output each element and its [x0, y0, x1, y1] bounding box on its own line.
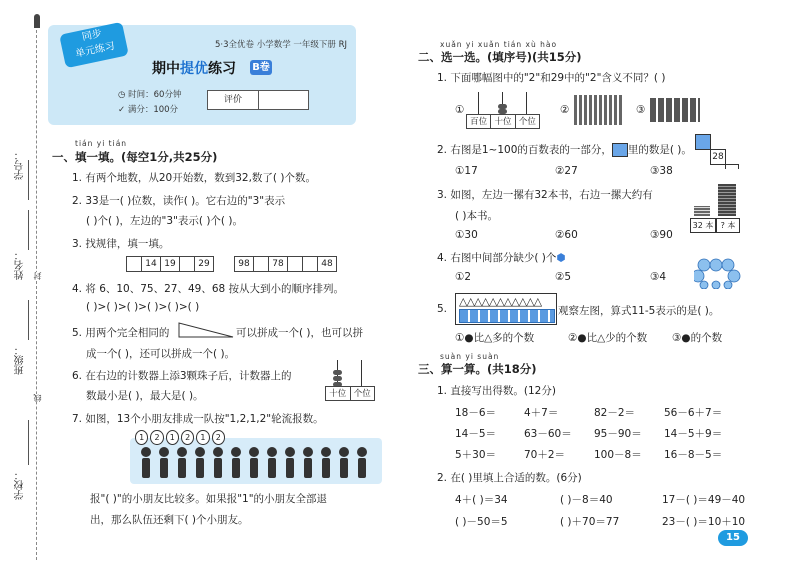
q5-text-a2: 可以拼成一个( )，也可以拼	[236, 327, 364, 339]
children-row-icon	[138, 446, 378, 482]
c4-text-a: 4. 右图中间部分缺少( )个	[437, 252, 557, 264]
score-info	[118, 103, 178, 115]
rocket-icon	[34, 14, 40, 28]
cut-line	[36, 20, 37, 560]
seq1-cell: 14	[141, 256, 161, 272]
tag-line-2: 单元练习	[74, 40, 116, 60]
d1-cell: 56－6＋7＝	[664, 407, 723, 419]
stack-label-right: ? 本	[716, 218, 740, 233]
tag-line-1: 同步	[81, 28, 103, 44]
school-line	[28, 420, 29, 465]
d1-cell: 63－60＝	[524, 428, 572, 440]
seq1-cell	[126, 256, 142, 272]
count-bubble: 1	[135, 430, 148, 445]
q7-text-b: 报"( )"的小朋友比较多。如果报"1"的小朋友全部退	[90, 493, 328, 505]
class-line	[28, 300, 29, 340]
student-id-line	[28, 160, 29, 200]
q6-text-b: 数最小是( )，最大是( )。	[86, 390, 204, 402]
tall-stack-icon	[718, 184, 736, 216]
d1-cell: 18－6＝	[455, 407, 497, 419]
chart-cell	[725, 164, 739, 169]
d2-cell: 4＋( )＝34	[455, 494, 508, 506]
d1-cell: 100－8＝	[594, 449, 642, 461]
count-bubble: 2	[181, 430, 194, 445]
c5-number: 5.	[437, 303, 448, 315]
section2-pinyin: xuǎn yi xuǎn tián xù hào	[440, 40, 558, 49]
q4-text-b: ( )>( )>( )>( )>( )>( )	[86, 301, 200, 313]
triangle-row-icon: △△△△△△△△△△△	[459, 295, 542, 308]
d2-cell: ( )＋70＝77	[560, 516, 620, 528]
q6-text-a: 6. 在右边的计数器上添3颗珠子后，计数器上的	[72, 370, 292, 382]
short-stack-icon	[694, 206, 710, 216]
seq2-cell: 98	[234, 256, 254, 272]
cubes-icon	[650, 98, 700, 122]
page-title	[152, 58, 236, 78]
chart-cell-28: 28	[710, 149, 726, 165]
c2-option-2: ②27	[555, 165, 578, 177]
chart-cell	[695, 134, 711, 150]
section1-pinyin: tián yi tián	[75, 139, 128, 148]
c5-option-2: ②●比△少的个数	[568, 332, 648, 344]
c1-option-1: ①	[455, 104, 465, 116]
d1-cell: 95－90＝	[594, 428, 642, 440]
bundle-sticks-icon	[574, 95, 622, 125]
count-bubble: 2	[150, 430, 163, 445]
evaluation-box	[207, 90, 309, 110]
q2-text-b: ( )个( )，左边的"3"表示( )个( )。	[86, 215, 243, 227]
score-text: 满分：100分	[127, 105, 179, 115]
c4-option-2: ②5	[555, 271, 572, 283]
bead	[333, 370, 342, 375]
seq2-cell	[253, 256, 269, 272]
hundred-chart-part	[695, 134, 740, 168]
d1-cell: 82－2＝	[594, 407, 636, 419]
count-bubble: 1	[166, 430, 179, 445]
name-line	[28, 210, 29, 250]
section2-title: 二、选一选。(填序号)(共15分)	[418, 50, 582, 64]
c4-option-1: ①2	[455, 271, 472, 283]
q4-text-a: 4. 将 6、10、75、27、49、68 按从大到小的顺序排列。	[72, 283, 345, 295]
c4-option-3: ③4	[650, 271, 667, 283]
d2-cell: ( )－8＝40	[560, 494, 613, 506]
ones-label: 个位	[353, 389, 371, 399]
q7-text-c: 出，那么队伍还剩下( )个小朋友。	[90, 514, 249, 526]
d1-cell: 16－8－5＝	[664, 449, 723, 461]
d1-cell: 14－5＋9＝	[664, 428, 723, 440]
title-part-b: 提优	[180, 61, 208, 77]
c1-place-labels	[466, 114, 540, 129]
c2-option-1: ①17	[455, 165, 478, 177]
clock-icon: ◷	[118, 90, 129, 100]
bead	[333, 376, 342, 381]
school-label: 学校：	[15, 470, 26, 500]
c2-text-b: 里的数是( )。	[627, 144, 692, 156]
series-info: 5·3全优卷 小学数学 一年级下册 RJ	[215, 40, 348, 50]
seq1-cell: 19	[160, 256, 180, 272]
c3-text-b: ( )本书。	[455, 210, 499, 222]
c1-abacus	[466, 92, 538, 128]
binding-strip	[0, 0, 50, 565]
evaluation-label: 评价	[208, 91, 259, 109]
rod	[478, 92, 479, 114]
count-bubbles	[135, 430, 225, 444]
seal-mark: 封	[33, 272, 42, 280]
circle-row-icon	[459, 309, 555, 323]
book-stacks	[690, 184, 740, 232]
hexagon-ring-figure	[694, 255, 746, 289]
student-id-label: 学号：	[15, 150, 26, 180]
d2-cell: ( )－50＝5	[455, 516, 508, 528]
c5-option-3: ③●的个数	[672, 332, 723, 344]
c5-option-1: ①●比△多的个数	[455, 332, 535, 344]
c3-option-2: ②60	[555, 229, 578, 241]
c5-figure	[455, 293, 557, 325]
d1-cell: 14－5＝	[455, 428, 497, 440]
abacus-labels	[325, 386, 375, 401]
time-info	[118, 88, 181, 100]
blue-square-icon	[612, 143, 628, 157]
check-icon: ✓	[118, 105, 128, 115]
c2-option-3: ③38	[650, 165, 673, 177]
name-label: 姓名：	[15, 250, 26, 280]
ones-rod	[361, 360, 362, 386]
version-badge: B卷	[250, 60, 272, 75]
seq2-cell	[302, 256, 318, 272]
stack-label-left: 32 本	[690, 218, 716, 233]
q5-text-b: 成一个( )，还可以拼成一个( )。	[86, 348, 236, 360]
d1-cell: 5＋30＝	[455, 449, 497, 461]
seq1-cell: 29	[194, 256, 214, 272]
c1-option-2: ②	[560, 104, 570, 116]
ones-label: 个位	[518, 117, 536, 127]
seq2-cell	[287, 256, 303, 272]
section3-pinyin: suàn yi suàn	[440, 352, 500, 361]
q1-text: 1. 有两个地数，从20开始数，数到32,数了( )个数。	[72, 172, 316, 184]
page-number: 15	[718, 530, 748, 546]
section3-title: 三、算一算。(共18分)	[418, 362, 537, 376]
triangle-shape-icon	[178, 322, 234, 338]
c2-text	[437, 142, 692, 157]
c1-option-3: ③	[636, 104, 646, 116]
seq1-cell	[179, 256, 195, 272]
q7-text-a: 7. 如图，13个小朋友排成一队按"1,2,1,2"轮流报数。	[72, 413, 324, 425]
time-text: 时间：60分钟	[128, 90, 182, 100]
d1-text: 1. 直接写出得数。(12分)	[437, 385, 556, 397]
rod	[526, 92, 527, 114]
q2-text-a: 2. 33是一( )位数，读作( )。它右边的"3"表示	[72, 195, 286, 207]
c1-text: 1. 下面哪幅图中的"2"和29中的"2"含义不同？( )	[437, 72, 666, 84]
tens-label: 十位	[491, 115, 515, 128]
c3-option-1: ①30	[455, 229, 478, 241]
hexagon-icon: ⬢	[556, 252, 566, 264]
d2-text: 2. 在( )里填上合适的数。(6分)	[437, 472, 582, 484]
q5-text-a: 5. 用两个完全相同的	[72, 327, 170, 339]
seq2-cell: 48	[317, 256, 337, 272]
c4-text	[437, 250, 566, 265]
title-part-a: 期中	[152, 61, 180, 77]
hundreds-label: 百位	[467, 115, 491, 128]
line-mark: 线	[33, 394, 42, 402]
title-part-c: 练习	[208, 61, 236, 77]
q3-text: 3. 找规律，填一填。	[72, 238, 170, 250]
d1-cell: 70＋2＝	[524, 449, 566, 461]
abacus-counter	[325, 360, 375, 400]
c2-text-a: 2. 右图是1~100的百数表的一部分，	[437, 144, 612, 156]
count-bubble: 1	[196, 430, 209, 445]
seq2-cell: 78	[268, 256, 288, 272]
class-label: 班级：	[15, 345, 26, 375]
d1-cell: 4＋7＝	[524, 407, 559, 419]
tens-label: 十位	[326, 387, 351, 400]
d2-cell: 17－( )＝49－40	[662, 494, 746, 506]
c3-option-3: ③90	[650, 229, 673, 241]
section1-title: 一、填一填。(每空1分,共25分)	[52, 150, 218, 164]
count-bubble: 2	[212, 430, 225, 445]
c5-text: 观察左图，算式11-5表示的是( )。	[558, 305, 720, 317]
d2-cell: 23－( )＝10＋10	[662, 516, 746, 528]
c3-text: 3. 如图，左边一摞有32本书，右边一摞大约有	[437, 189, 653, 201]
